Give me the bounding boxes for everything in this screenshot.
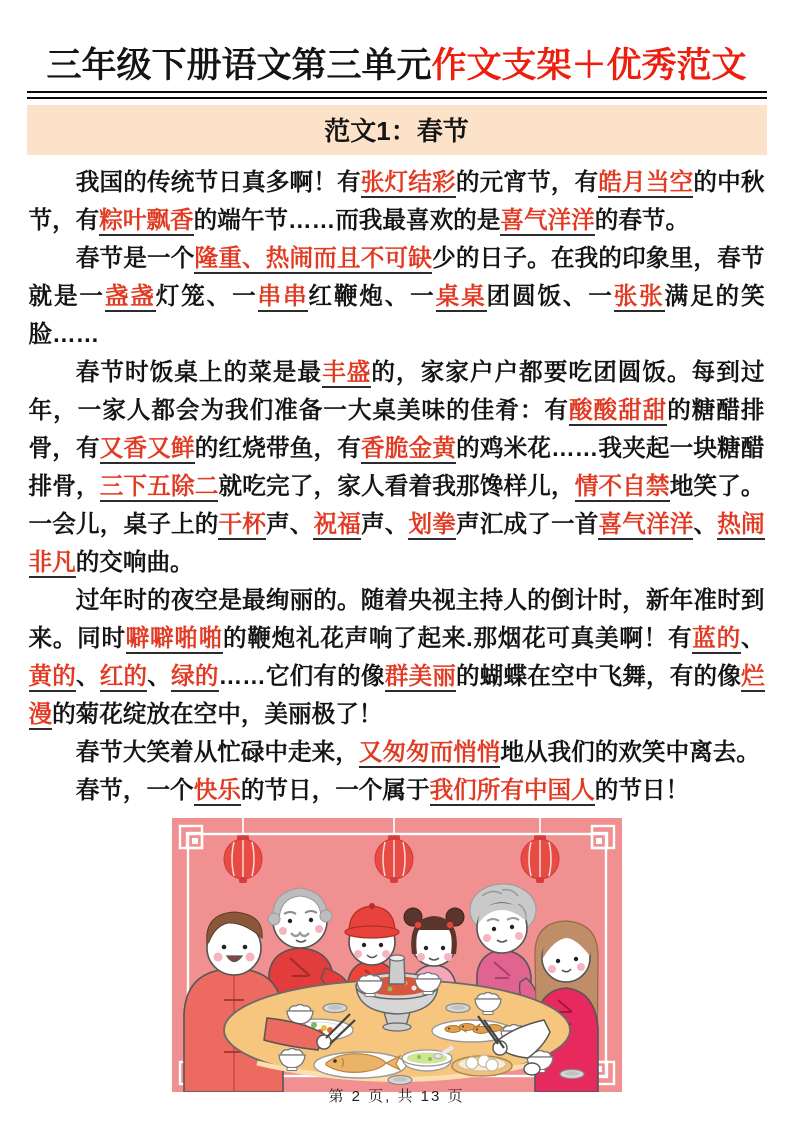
text-run: 的鸡米花……我夹起一块糖醋排骨， bbox=[28, 435, 765, 500]
highlighted-phrase: 喜气洋洋 bbox=[500, 207, 595, 234]
fish-plate bbox=[314, 1052, 406, 1078]
text-run: 的鞭炮礼花声响了起来.那烟花可真美啊！有 bbox=[223, 625, 693, 652]
text-run: 的春节。 bbox=[594, 207, 690, 234]
highlighted-phrase: 隆重、热闹而且不可缺 bbox=[194, 245, 433, 272]
highlighted-phrase: 噼噼啪啪 bbox=[125, 625, 224, 652]
spring-festival-dinner-illustration bbox=[171, 818, 623, 1097]
text-run: 我国的传统节日真多啊！有 bbox=[75, 169, 361, 196]
highlighted-phrase: 丰盛 bbox=[322, 359, 372, 386]
saucer bbox=[388, 1075, 412, 1084]
text-run: 、 bbox=[76, 663, 100, 690]
essay-body bbox=[29, 164, 765, 810]
page-title bbox=[27, 44, 767, 88]
highlighted-phrase: 又香又鲜 bbox=[99, 435, 195, 462]
highlighted-phrase: 我们所有中国人 bbox=[429, 777, 595, 804]
highlighted-phrase: 张灯结彩 bbox=[360, 169, 456, 196]
highlighted-phrase: 热闹非凡 bbox=[28, 511, 765, 576]
text-run: 的节日，一个属于 bbox=[240, 777, 430, 804]
highlighted-phrase: 情不自禁 bbox=[574, 473, 670, 500]
highlighted-phrase: 快乐 bbox=[193, 777, 241, 804]
title-red-part: 作文支架＋优秀范文 bbox=[431, 46, 747, 85]
highlighted-phrase: 粽叶飘香 bbox=[99, 207, 194, 234]
saucer bbox=[560, 1069, 584, 1078]
text-run: 灯笼、一 bbox=[155, 283, 258, 310]
text-run: 过年时的夜空是最绚丽的。随着央视主持人的倒计时，新年准时到来。同时 bbox=[28, 587, 765, 652]
section-title-label: 范文1：春节 bbox=[324, 115, 469, 146]
text-run: 少的日子。在我的印象里，春节就是一 bbox=[28, 245, 765, 310]
highlighted-phrase: 黄的 bbox=[28, 663, 77, 690]
text-run: 的蝴蝶在空中飞舞，有的像 bbox=[455, 663, 741, 690]
text-run: 声汇成了一首 bbox=[455, 511, 599, 538]
text-run: 的红烧带鱼，有 bbox=[194, 435, 362, 462]
highlighted-phrase: 烂漫 bbox=[28, 663, 765, 728]
highlighted-phrase: 祝福 bbox=[313, 511, 361, 538]
text-run: 春节大笑着从忙碌中走来， bbox=[75, 739, 359, 766]
highlighted-phrase: 蓝的 bbox=[692, 625, 741, 652]
essay-paragraph bbox=[29, 354, 765, 582]
text-run: 、 bbox=[147, 663, 172, 690]
text-run: 的端午节……而我最喜欢的是 bbox=[193, 207, 501, 234]
text-run: 的糖醋排骨，有 bbox=[28, 397, 765, 462]
text-run: 、 bbox=[740, 625, 765, 652]
text-run: 春节是一个 bbox=[75, 245, 195, 272]
page-number: 第 2 页, 共 13 页 bbox=[328, 1088, 465, 1105]
text-run: 的交响曲。 bbox=[75, 549, 194, 576]
text-run: 就吃完了，家人看着我那馋样儿， bbox=[218, 473, 575, 500]
text-run: 的中秋节，有 bbox=[28, 169, 765, 234]
essay-paragraph bbox=[29, 734, 765, 772]
text-run: 春节时饭桌上的菜是最 bbox=[75, 359, 323, 386]
essay-paragraph bbox=[29, 240, 765, 354]
text-run: ……它们有的像 bbox=[218, 663, 385, 690]
essay-paragraph bbox=[29, 582, 765, 734]
highlighted-phrase: 喜气洋洋 bbox=[598, 511, 694, 538]
highlighted-phrase: 酸酸甜甜 bbox=[568, 397, 668, 424]
essay-paragraph bbox=[29, 772, 765, 810]
text-run: 地从我们的欢笑中离去。 bbox=[500, 739, 760, 766]
highlighted-phrase: 干杯 bbox=[218, 511, 266, 538]
title-divider bbox=[27, 91, 767, 99]
text-run: 团圆饭、一 bbox=[486, 283, 614, 310]
text-run: 地笑了。一会儿，桌子上的 bbox=[28, 473, 765, 538]
text-run: 的菊花绽放在空中，美丽极了！ bbox=[52, 701, 383, 728]
essay-paragraph bbox=[29, 164, 765, 240]
saucer bbox=[323, 1003, 347, 1012]
highlighted-phrase: 绿的 bbox=[171, 663, 219, 690]
highlighted-phrase: 皓月当空 bbox=[598, 169, 694, 196]
highlighted-phrase: 串串 bbox=[257, 283, 309, 310]
highlighted-phrase: 红的 bbox=[99, 663, 148, 690]
section-title-bar bbox=[27, 105, 767, 155]
text-run: 红鞭炮、一 bbox=[308, 283, 436, 310]
highlighted-phrase: 划拳 bbox=[408, 511, 456, 538]
highlighted-phrase: 张张 bbox=[613, 283, 665, 310]
saucer bbox=[446, 1003, 470, 1012]
highlighted-phrase: 又匆匆而悄悄 bbox=[358, 739, 501, 766]
text-run: 的元宵节，有 bbox=[455, 169, 599, 196]
text-run: 春节，一个 bbox=[75, 777, 194, 804]
highlighted-phrase: 香脆金黄 bbox=[361, 435, 457, 462]
text-run: 声、 bbox=[360, 511, 409, 538]
highlighted-phrase: 桌桌 bbox=[435, 283, 487, 310]
text-run: 的，家家户户都要吃团圆饭。每到过年，一家人都会为我们准备一大桌美味的佳肴：有 bbox=[28, 359, 765, 424]
text-run: 、 bbox=[693, 511, 718, 538]
highlighted-phrase: 三下五除二 bbox=[99, 473, 219, 500]
highlighted-phrase: 群美丽 bbox=[384, 663, 456, 690]
text-run: 满足的笑脸…… bbox=[28, 283, 765, 348]
text-run: 声、 bbox=[265, 511, 314, 538]
dumpling-steamer bbox=[452, 1055, 512, 1076]
highlighted-phrase: 盏盏 bbox=[104, 283, 156, 310]
title-black-part: 三年级下册语文第三单元 bbox=[46, 46, 432, 85]
text-run: 的节日！ bbox=[594, 777, 690, 804]
